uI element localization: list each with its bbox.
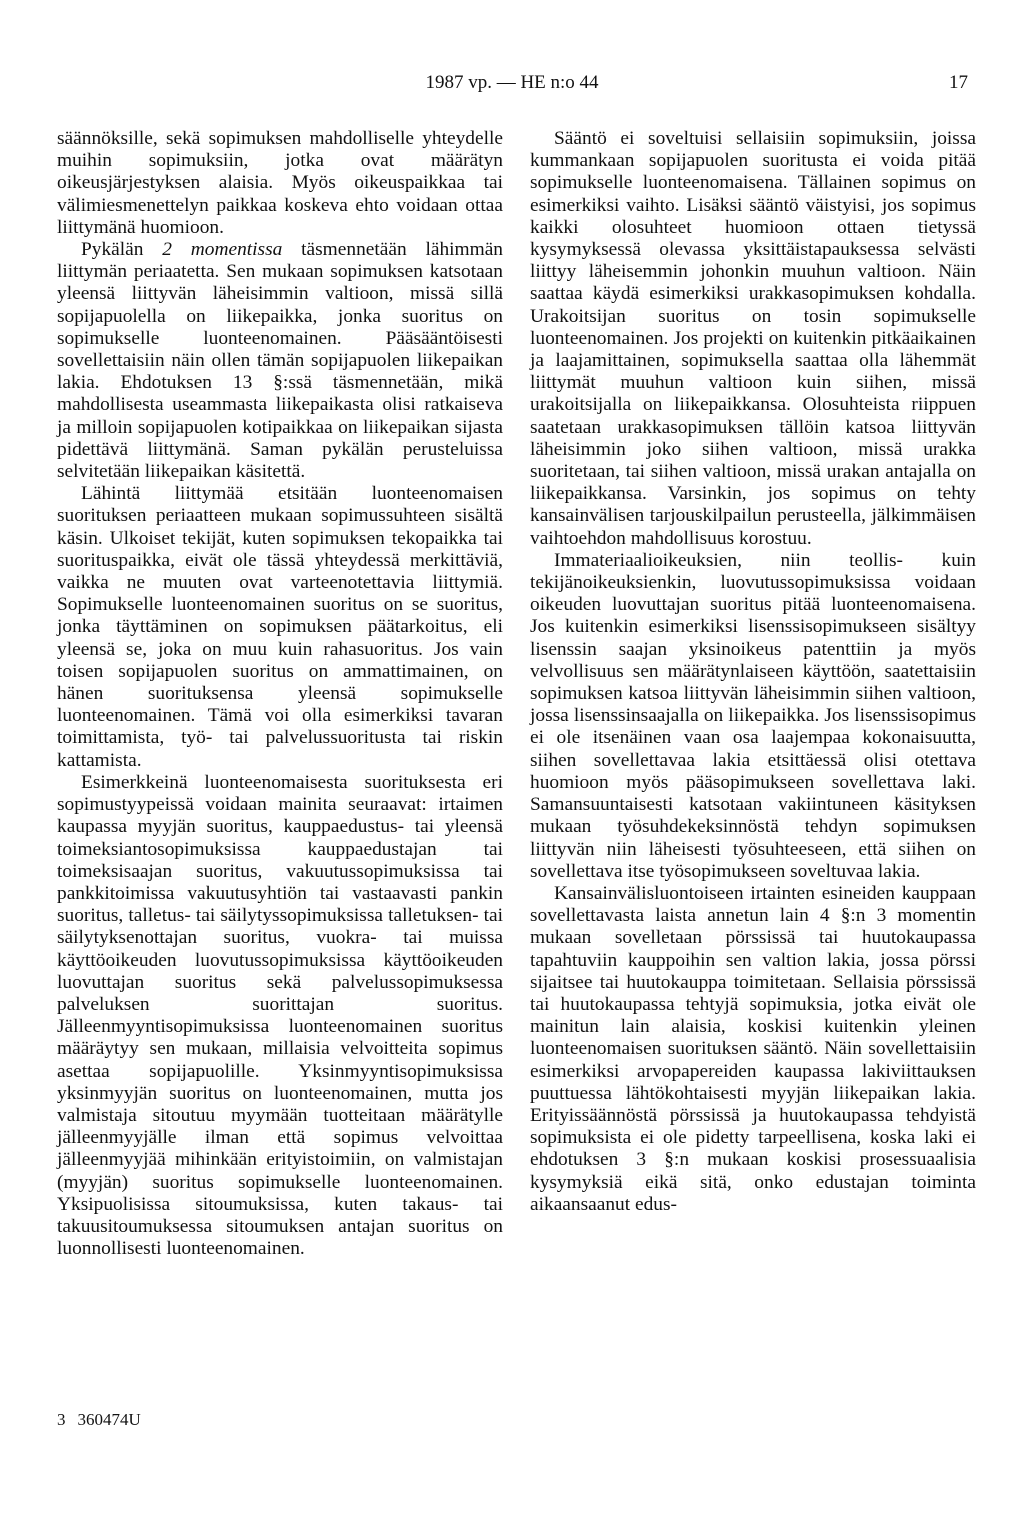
paragraph: Lähintä liittymää etsitään luonteenomaisen suorituksen periaatteen mukaan sopimussuhteen sisältä käsin. Ulkoiset tekijät, kuten sopimuksen tekopaikka tai suorituspaikka, eivät ole tässä yhteydessä merkittäviä, vaikka ne muuten ovat varteenotettavia liittymiä. Sopimukselle luonteenomainen suoritus on se suoritus, jonka täyttäminen on sopimuksen päätarkoitus, eli yleensä se, joka on muu kuin rahasuoritus. Jos vain toisen sopijapuolen suoritus on ammattimainen, on hänen suorituksensa yleensä sopimukselle luonteenomainen. Tämä voi olla esimerkiksi tavaran toimittamista, työ- tai palvelussuoritusta tai riskin kattamista. [57,483,503,771]
right-column [530,128,976,1216]
page-header [0,72,1024,96]
paragraph: Immateriaalioikeuksien, niin teollis- kuin tekijänoikeuksienkin, luovutussopimuksissa voidaan oikeuden luovuttajan suoritus pitää luonteenomaisena. Jos kuitenkin esimerkiksi lisenssisopimukseen sisältyy lisenssin saajan yksinoikeus patenttiin ja myös velvollisuus sen määrätynlaiseen käyttöön, saatettaisiin sopimuksen katsoa liittyvän läheisimmin siihen valtioon, jossa lisenssinsaajalla on liikepaikka. Jos lisenssisopimus ei ole itsenäinen vaan osa laajempaa kokonaisuutta, siihen sovellettavaa lakia etsittäessä olisi otettava huomioon myös pääsopimukseen sovellettava laki. Samansuuntaisesti katsotaan vakiintuneen käsityksen mukaan työsuhdekeksinnöstä tehdyn sopimuksen liittyvän niin läheisesti työsuhteeseen, että siihen on sovellettava itse työsopimukseen soveltuvaa lakia. [530,549,976,882]
page-number: 17 [949,72,968,93]
running-title: 1987 vp. — HE n:o 44 [425,72,599,93]
paragraph: Kansainvälisluontoiseen irtainten esineiden kauppaan sovellettavasta laista annetun lain 4 §:n 3 momentin mukaan sovelletaan pörssissä tai huutokaupassa tapahtuviin kauppoihin sen valtion lakia, jossa pörssi sijaitsee tai huutokauppa toimitetaan. Sellaisia pörssissä tai huutokaupassa tehtyjä sopimuksia, jotka eivät ole mainitun lain alaisia, koskisi kuitenkin yleinen luonteenomaisen suorituksen sääntö. Näin sovellettaisiin esimerkiksi arvopapereiden kaupassa lakiviittauksen puuttuessa lähtökohtaisesti myyjän liikepaikan lakia. Erityissäännöstä pörssissä ja huutokaupassa tehdyistä sopimuksista ei ole pidetty tarpeellisena, koska laki ei ehdotuksen 3 §:n mukaan koskisi prosessuaalisia kysymyksiä eikä sitä, onko edustajan toiminta aikaansaanut edus- [530,882,976,1215]
paragraph [57,239,503,483]
paragraph-lead: Pykälän [81,239,163,261]
print-code: 360474U [77,1410,141,1429]
left-column [57,128,503,1260]
emphasis-text: 2 momentissa [162,239,283,261]
sheet-number: 3 [57,1410,66,1429]
page-footer [57,1410,141,1430]
paragraph-rest: täsmennetään lähimmän liittymän periaatetta. Sen mukaan sopimuksen katsotaan yleensä liittyvän läheisimmin valtioon, missä sillä sopijapuolella on liikepaikka, jonka suoritus on sopimukselle luonteenomainen. Pääsääntöisesti sovellettaisiin näin ollen tämän sopijapuolen liikepaikan lakia. Ehdotuksen 13 §:ssä täsmennetään, mikä mahdollisesta useammasta liikepaikasta olisi ratkaiseva ja milloin sopijapuolen kotipaikkaa on liikepaikan sijasta pidettävä liittymänä. Saman pykälän perusteluissa selvitetään liikepaikan käsitettä. [57,239,504,483]
paragraph: säännöksille, sekä sopimuksen mahdolliselle yhteydelle muihin sopimuksiin, jotka ovat määrätyn oikeusjärjestyksen alaisia. Myös oikeuspaikkaa tai välimiesmenettelyn paikkaa koskeva ehto voidaan ottaa liittymänä huomioon. [57,128,503,238]
paragraph: Esimerkkeinä luonteenomaisesta suorituksesta eri sopimustyypeissä voidaan mainita seuraavat: irtaimen kaupassa myyjän suoritus, kauppaedustus- tai yleensä toimeksiantosopimuksissa kauppaedustajan tai toimeksisaajan suoritus, vakuutussopimuksissa tai pankkitoimissa vakuutusyhtiön tai vastaavasti pankin suoritus, talletus- tai säilytyssopimuksissa talletuksen- tai säilytyksenottajan suoritus, vuokra- tai muissa käyttöoikeuden luovutussopimuksissa käyttöoikeuden luovuttajan suoritus sekä palvelussopimuksessa palveluksen suorittajan suoritus. Jälleenmyyntisopimuksissa luonteenomainen suoritus määräytyy sen mukaan, millaisia velvoitteita sopimus asettaa sopijapuolille. Yksinmyyntisopimuksissa yksinmyyjän suoritus on luonteenomainen, mutta jos valmistaja sitoutuu myymään tuotteitaan määrätylle jälleenmyyjälle ilman että sopimus velvoittaa jälleenmyyjää mihinkään erityistoimiin, on valmistajan (myyjän) suoritus sopimukselle luonteenomainen. Yksipuolisissa sitoumuksissa, kuten takaus- tai takuusitoumuksessa sitoumuksen antajan suoritus on luonnollisesti luonteenomainen. [57,771,503,1260]
paragraph: Sääntö ei soveltuisi sellaisiin sopimuksiin, joissa kummankaan sopijapuolen suoritusta ei voida pitää sopimukselle luonteenomaisena. Tällainen sopimus on esimerkiksi vaihto. Lisäksi sääntö väistyisi, jos sopimus kaikki olosuhteet huomioon ottaen tietyssä kysymyksessä olevassa yksittäistapauksessa selvästi liittyy läheisemmin johonkin muuhun valtioon. Näin saattaa käydä esimerkiksi urakkasopimuksen kohdalla. Urakoitsijan suoritus on tosin sopimukselle luonteenomainen. Jos projekti on kuitenkin pitkäaikainen ja laajamittainen, sopimuksella saattaa olla lähemmät liittymät muuhun valtioon kuin siihen, missä urakoitsijalla on liikepaikkansa. Olosuhteista riippuen saatetaan urakkasopimuksen tällöin katsoa liittyvän läheisimmin joko siihen valtioon, missä urakka suoritetaan, tai siihen valtioon, missä urakan antajalla on liikepaikkansa. Varsinkin, jos sopimus on tehty kansainvälisen tarjouskilpailun perusteella, jälkimmäisen vaihtoehdon mahdollisuus korostuu. [530,128,976,549]
